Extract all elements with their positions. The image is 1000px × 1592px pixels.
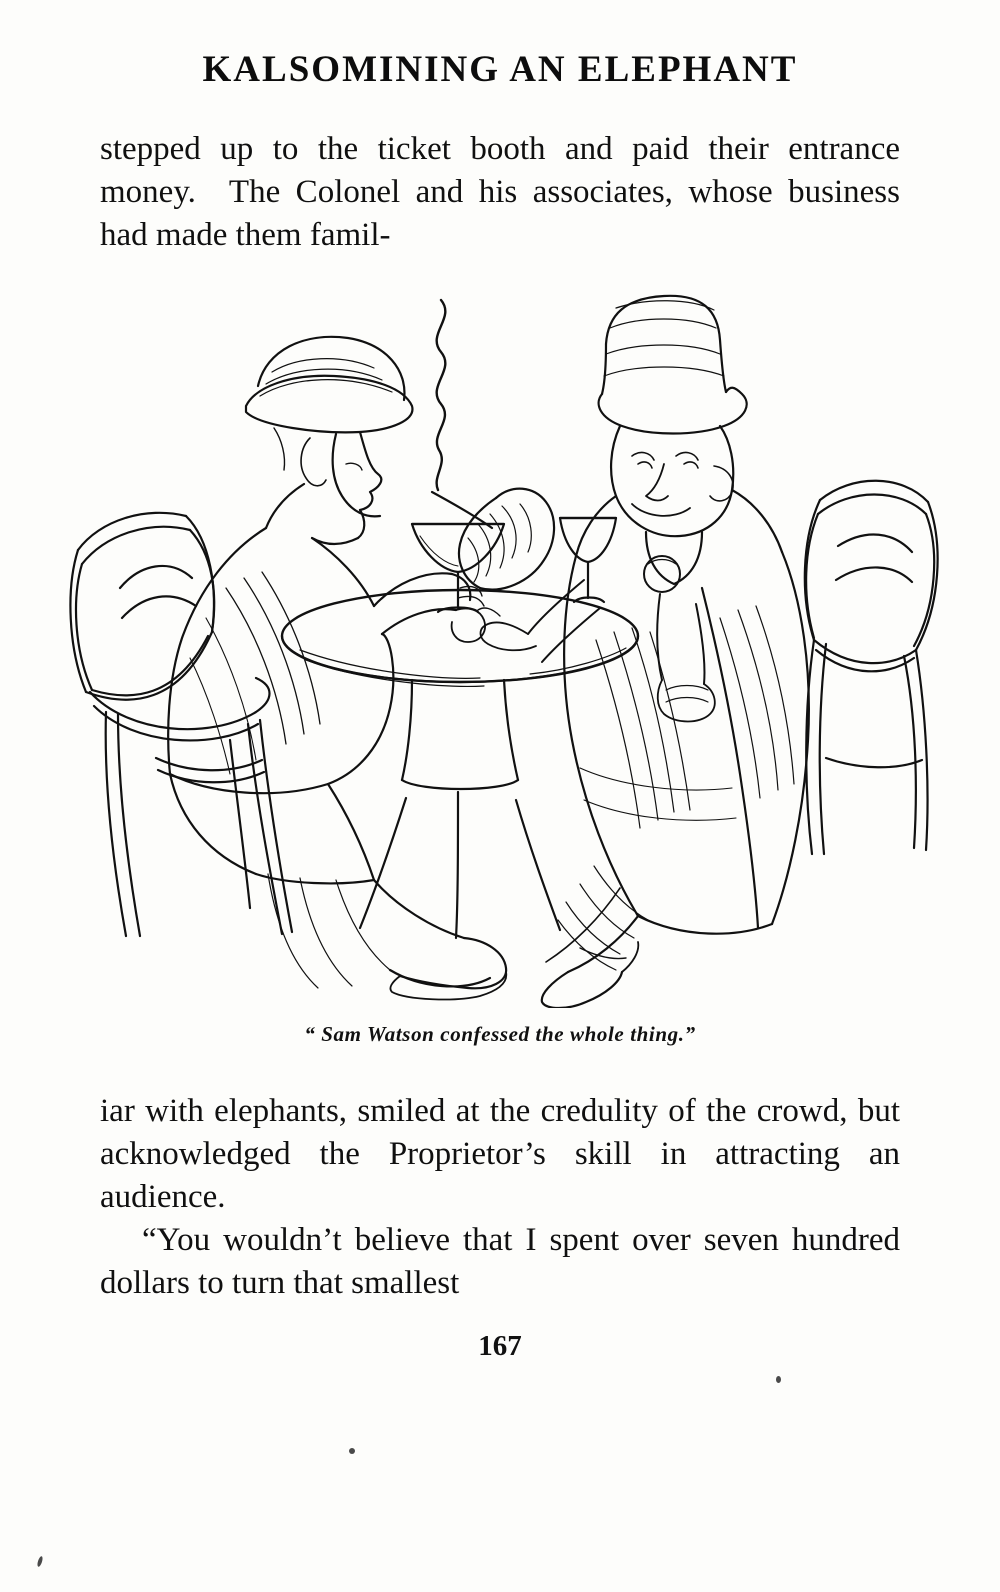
illustration [60,288,950,1008]
paragraph: “You wouldn’t believe that I spent over seven hundred dollars to turn that smallest [100,1221,900,1301]
page-speck [349,1448,355,1454]
page-speck [776,1376,781,1383]
paragraph: stepped up to the ticket booth and paid their entrance money. The Colonel and his associates, whose business had made them famil- [100,131,900,253]
body-text-bottom [100,1090,900,1304]
page-speck [36,1556,43,1568]
illustration-caption: “ Sam Watson confessed the whole thing.” [304,1022,696,1046]
body-text-top [100,128,900,257]
page-title: KALSOMINING AN ELEPHANT [202,49,798,90]
paragraph: iar with elephants, smiled at the credulity of the crowd, but acknowledged the Proprietor’s skill in attracting an audience. [100,1093,900,1215]
page-number: 167 [478,1330,522,1362]
illustration-drawing [60,288,950,1008]
